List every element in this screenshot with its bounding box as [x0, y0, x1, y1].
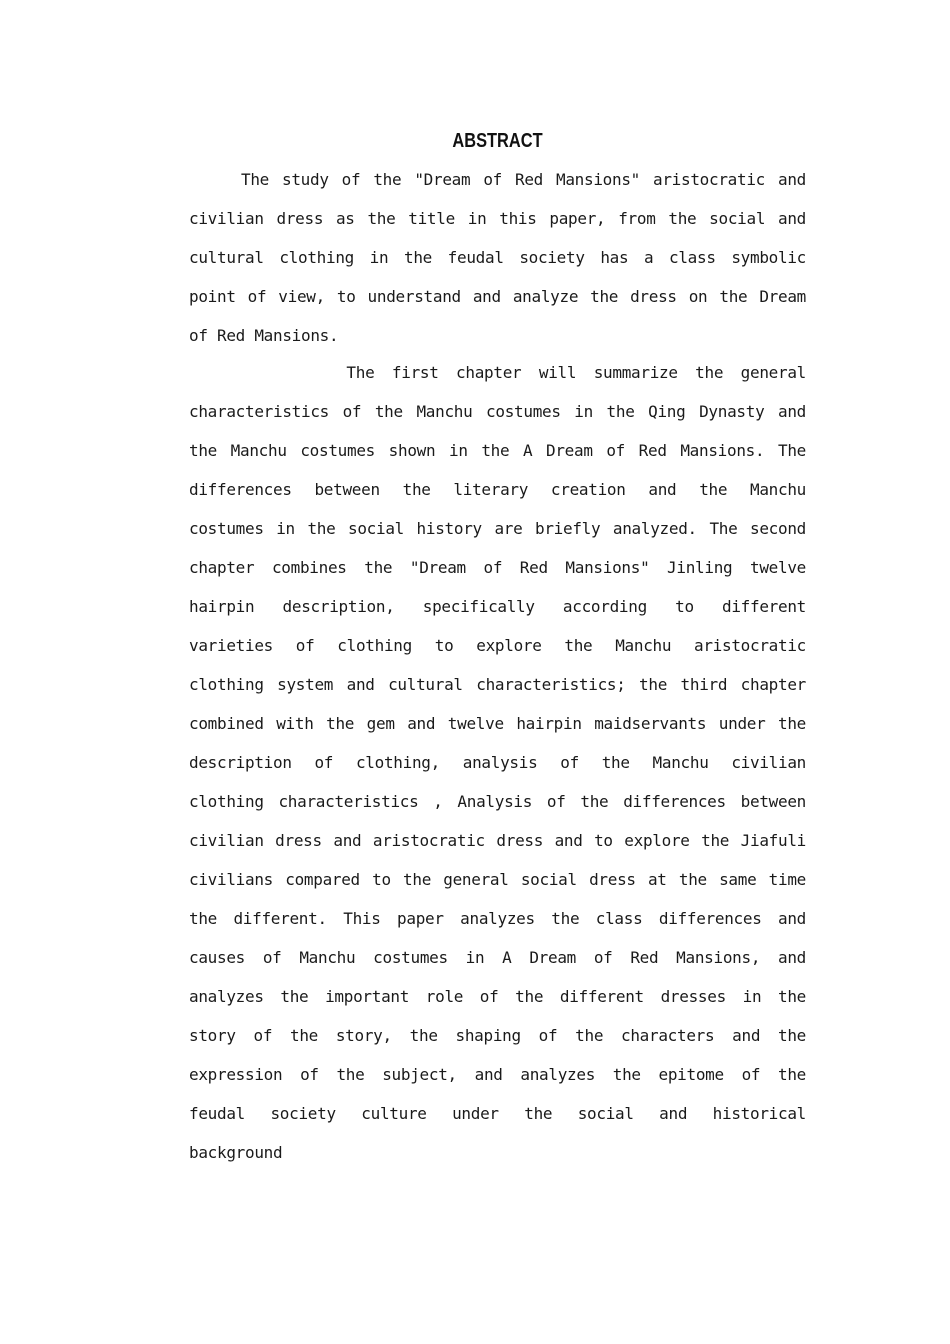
text-line: clothing system and cultural characteristics; the third chapter	[189, 675, 806, 694]
text-line: civilian dress and aristocratic dress and to explore the Jiafuli	[189, 831, 806, 850]
text-line: differences between the literary creation and the Manchu	[189, 480, 806, 499]
text-line: analyzes the important role of the different dresses in the	[189, 987, 806, 1006]
text-line: costumes in the social history are briefly analyzed. The second	[189, 519, 806, 538]
text-line: story of the story, the shaping of the characters and the	[189, 1026, 806, 1045]
text-line: description of clothing, analysis of the Manchu civilian	[189, 753, 806, 772]
paragraph-chapters	[189, 353, 806, 1172]
text-line: point of view, to understand and analyze the dress on the Dream	[189, 287, 806, 306]
text-line: the Manchu costumes shown in the A Dream of Red Mansions. The	[189, 441, 806, 460]
text-line: of Red Mansions.	[189, 326, 339, 345]
text-line: The first chapter will summarize the general	[189, 363, 806, 382]
text-line: the different. This paper analyzes the class differences and	[189, 909, 806, 928]
text-line: clothing characteristics , Analysis of the differences between	[189, 792, 806, 811]
text-line: background	[189, 1143, 283, 1162]
text-line: hairpin description, specifically according to different	[189, 597, 806, 616]
text-line: The study of the "Dream of Red Mansions" aristocratic and	[189, 170, 806, 189]
text-line: civilian dress as the title in this paper, from the social and	[189, 209, 806, 228]
paragraph-intro	[189, 160, 806, 355]
text-line: chapter combines the "Dream of Red Mansions" Jinling twelve	[189, 558, 806, 577]
text-line: varieties of clothing to explore the Manchu aristocratic	[189, 636, 806, 655]
abstract-heading: ABSTRACT	[452, 130, 543, 152]
text-line: characteristics of the Manchu costumes in the Qing Dynasty and	[189, 402, 806, 421]
abstract-body	[189, 160, 806, 1172]
text-line: feudal society culture under the social and historical	[189, 1104, 806, 1123]
text-line: cultural clothing in the feudal society has a class symbolic	[189, 248, 806, 267]
text-line: combined with the gem and twelve hairpin maidservants under the	[189, 714, 806, 733]
text-line: expression of the subject, and analyzes the epitome of the	[189, 1065, 806, 1084]
text-line: causes of Manchu costumes in A Dream of Red Mansions, and	[189, 948, 806, 967]
text-line: civilians compared to the general social dress at the same time	[189, 870, 806, 889]
